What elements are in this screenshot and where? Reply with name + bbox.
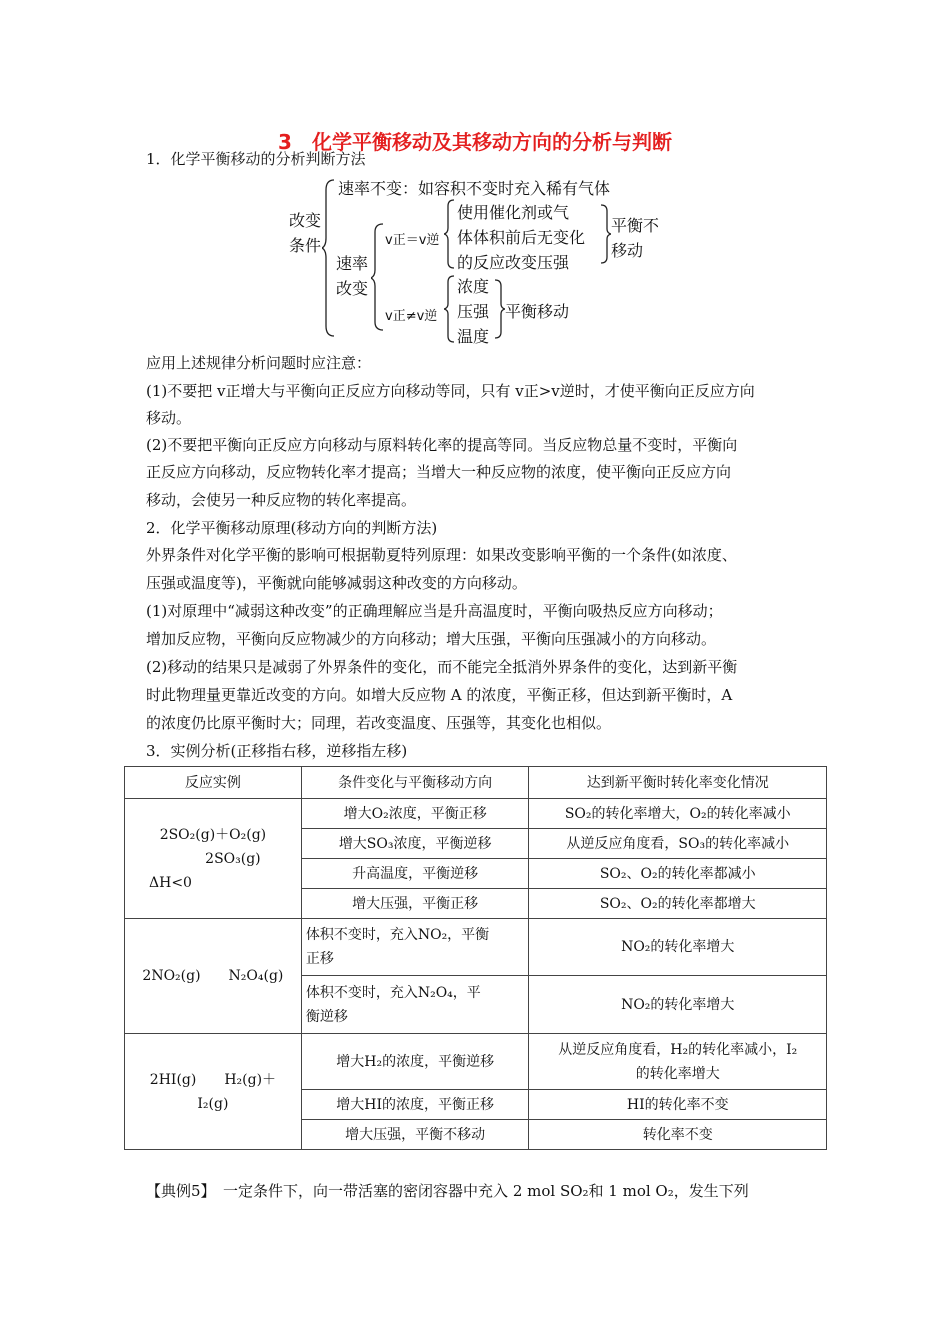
brace-5 [444, 274, 456, 344]
table-cell: 增大O₂浓度，平衡正移 [301, 799, 529, 829]
table-row [125, 1034, 827, 1090]
reaction-line: ΔH<0 [149, 874, 192, 891]
reaction-line: 2SO₂(g)＋O₂(g) [159, 826, 267, 843]
paragraph: 压强或温度等)，平衡就向能够减弱这种改变的方向移动。 [146, 574, 527, 592]
reaction-cell: 2NO₂(g) N₂O₄(g) [125, 919, 302, 1034]
reaction-line: 2SO₃(g) [205, 850, 261, 867]
paragraph: 的浓度仍比原平衡时大；同理，若改变温度、压强等，其变化也相似。 [146, 714, 612, 732]
paragraph: 应用上述规律分析问题时应注意： [146, 354, 372, 372]
v-not-equal-label: v正≠v逆 [385, 309, 438, 324]
table-cell: 增大HI的浓度，平衡正移 [301, 1090, 529, 1120]
brace-1 [322, 178, 336, 338]
table-header-row [125, 767, 827, 799]
eq-item-1: 使用催化剂或气 [457, 203, 570, 222]
brace-6 [493, 278, 505, 340]
example-5-text: 【典例5】 一定条件下，向一带活塞的密闭容器中充入 2 mol SO₂和 1 mol O₂，发生下列 [146, 1182, 749, 1200]
no-move-label-1: 平衡不 [611, 216, 660, 235]
table-cell: 增大压强，平衡不移动 [301, 1120, 529, 1150]
eq-item-3: 的反应改变压强 [457, 253, 570, 272]
paragraph: (1)不要把 v正增大与平衡向正反应方向移动等同，只有 v正>v逆时，才使平衡向正反应方向 [146, 382, 755, 400]
table-row [125, 799, 827, 829]
example-table [124, 766, 827, 1150]
rate-change-label-2: 改变 [336, 279, 369, 298]
table-cell: 增大SO₃浓度，平衡逆移 [301, 829, 529, 859]
cell-line: 正移 [305, 951, 334, 967]
cond-label-1: 改变 [289, 211, 322, 230]
cell-line: 的转化率增大 [635, 1065, 720, 1082]
cell-line: 体积不变时，充入NO₂，平衡 [305, 927, 490, 943]
paragraph: 移动。 [146, 409, 192, 427]
table-cell: NO₂的转化率增大 [529, 919, 827, 976]
reaction-line: 2HI(g) H₂(g)＋ [149, 1071, 277, 1088]
paragraph: 外界条件对化学平衡的影响可根据勒夏特列原理：如果改变影响平衡的一个条件(如浓度、 [146, 546, 737, 564]
table-header: 反应实例 [125, 767, 302, 799]
rate-change-label-1: 速率 [336, 254, 369, 273]
table-cell: 转化率不变 [529, 1120, 827, 1150]
brace-3 [444, 198, 456, 270]
table-cell [529, 1034, 827, 1090]
eq-item-2: 体体积前后无变化 [457, 228, 586, 247]
table-header: 条件变化与平衡移动方向 [301, 767, 529, 799]
paragraph: 正反应方向移动，反应物转化率才提高；当增大一种反应物的浓度，使平衡向正反应方向 [146, 463, 732, 481]
cond-label-2: 条件 [289, 236, 322, 255]
neq-item-concentration: 浓度 [457, 277, 490, 296]
page-title: 3 化学平衡移动及其移动方向的分析与判断 [278, 130, 672, 154]
cell-line: 体积不变时，充入N₂O₄，平 [305, 984, 481, 1001]
reaction-line: I₂(g) [197, 1095, 229, 1112]
reaction-cell [125, 799, 302, 919]
section-2-heading: 2．化学平衡移动原理(移动方向的判断方法) [146, 519, 438, 537]
neq-item-pressure: 压强 [457, 302, 490, 321]
equilibrium-move-label: 平衡移动 [505, 302, 570, 321]
table-cell: 增大压强，平衡正移 [301, 889, 529, 919]
section-1-heading: 1．化学平衡移动的分析判断方法 [146, 150, 366, 168]
paragraph: (2)不要把平衡向正反应方向移动与原料转化率的提高等同。当反应物总量不变时，平衡向 [146, 436, 738, 454]
cell-line: 衡逆移 [305, 1008, 348, 1025]
table-cell: SO₂、O₂的转化率都增大 [529, 889, 827, 919]
table-cell: 增大H₂的浓度，平衡逆移 [301, 1034, 529, 1090]
paragraph: (1)对原理中“减弱这种改变”的正确理解应当是升高温度时，平衡向吸热反应方向移动； [146, 602, 723, 620]
table-cell: NO₂的转化率增大 [529, 976, 827, 1034]
neq-item-temperature: 温度 [457, 327, 490, 346]
reaction-cell [125, 1034, 302, 1150]
paragraph: (2)移动的结果只是减弱了外界条件的变化，而不能完全抵消外界条件的变化，达到新平衡 [146, 658, 738, 676]
table-cell: HI的转化率不变 [529, 1090, 827, 1120]
table-row [125, 919, 827, 976]
v-equal-label: v正＝v逆 [385, 233, 440, 248]
table-cell: SO₂、O₂的转化率都减小 [529, 859, 827, 889]
table-header: 达到新平衡时转化率变化情况 [529, 767, 827, 799]
table-cell: SO₂的转化率增大，O₂的转化率减小 [529, 799, 827, 829]
brace-2 [371, 222, 385, 332]
table-cell: 从逆反应角度看，SO₃的转化率减小 [529, 829, 827, 859]
table-cell [301, 976, 529, 1034]
paragraph: 移动，会使另一种反应物的转化率提高。 [146, 491, 417, 509]
table-cell: 升高温度，平衡逆移 [301, 859, 529, 889]
no-move-label-2: 移动 [611, 241, 644, 260]
brace-4 [599, 203, 611, 265]
paragraph: 时此物理量更靠近改变的方向。如增大反应物 A 的浓度，平衡正移，但达到新平衡时，A [146, 686, 733, 704]
cell-line: 从逆反应角度看，H₂的转化率减小，I₂ [558, 1041, 798, 1058]
paragraph: 增加反应物，平衡向反应物减少的方向移动；增大压强，平衡向压强减小的方向移动。 [146, 630, 717, 648]
section-3-heading: 3．实例分析(正移指右移，逆移指左移) [146, 742, 408, 760]
table-cell [301, 919, 529, 976]
rate-constant-text: 速率不变：如容积不变时充入稀有气体 [338, 179, 611, 198]
